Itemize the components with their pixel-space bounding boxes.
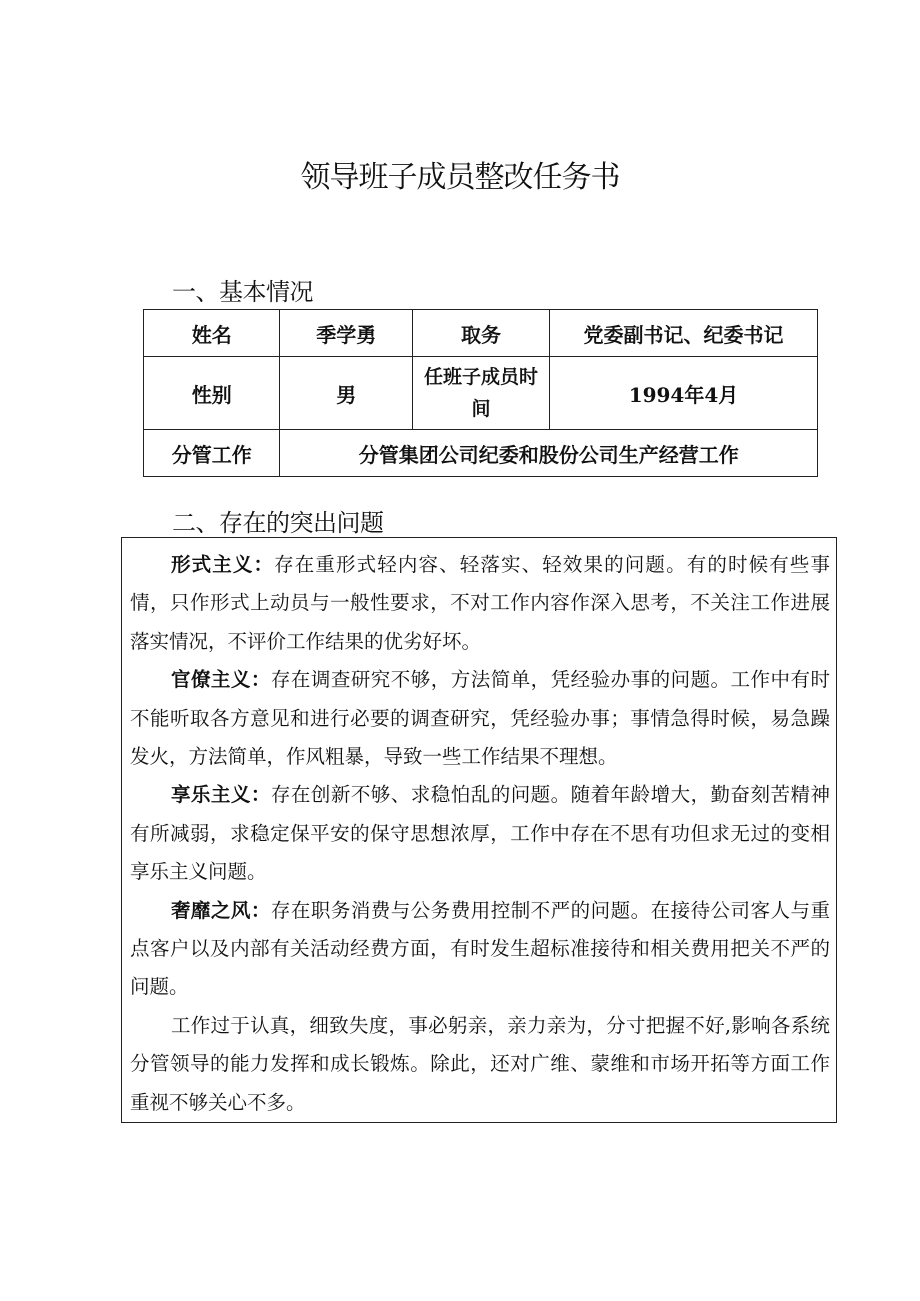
issue-text: 存在职务消费与公务费用控制不严的问题。在接待公司客人与重点客户以及内部有关活动经费方面，有时发生超标准接待和相关费用把关不严的问题。 [130, 898, 830, 999]
table-row [144, 310, 818, 357]
gender-label: 性别 [144, 357, 280, 430]
name-label: 姓名 [144, 310, 280, 357]
issue-paragraph [130, 1007, 830, 1122]
issue-text: 存在调查研究不够，方法简单，凭经验办事的问题。工作中有时不能听取各方意见和进行必要的调查研究，凭经验办事；事情急得时候，易急躁发火，方法简单，作风粗暴，导致一些工作结果不理想。 [130, 668, 830, 769]
duty-value: 分管集团公司纪委和股份公司生产经营工作 [280, 430, 818, 477]
issue-lead: 享乐主义： [170, 783, 271, 807]
basic-info-table [143, 309, 818, 477]
issue-lead: 官僚主义： [170, 668, 271, 692]
tenure-label-cell [412, 357, 549, 430]
issue-lead: 形式主义： [170, 553, 275, 576]
tenure-value: 1994年4月 [549, 357, 817, 430]
table-row [144, 430, 818, 477]
issue-paragraph [130, 546, 830, 661]
issue-paragraph [130, 776, 830, 891]
issue-paragraph [130, 661, 830, 776]
section-heading-basic-info: 一、基本情况 [172, 278, 313, 306]
issues-box [121, 537, 837, 1123]
name-value: 季学勇 [280, 310, 413, 357]
gender-value: 男 [280, 357, 413, 430]
section-heading-issues: 二、存在的突出问题 [172, 509, 384, 537]
issue-paragraph [130, 892, 830, 1007]
position-label: 取务 [412, 310, 549, 357]
duty-label: 分管工作 [144, 430, 280, 477]
tenure-label: 任班子成员时间 [423, 366, 538, 420]
issue-text: 存在重形式轻内容、轻落实、轻效果的问题。有的时候有些事情，只作形式上动员与一般性要求，不对工作内容作深入思考，不关注工作进展落实情况，不评价工作结果的优劣好坏。 [130, 553, 830, 653]
issue-text: 工作过于认真，细致失度，事必躬亲，亲力亲为，分寸把握不好,影响各系统分管领导的能力发挥和成长锻炼。除此，还对广维、蒙维和市场开拓等方面工作重视不够关心不多。 [130, 1013, 830, 1114]
table-row [144, 357, 818, 430]
issue-text: 存在创新不够、求稳怕乱的问题。随着年龄增大，勤奋刻苦精神有所减弱，求稳定保平安的保守思想浓厚，工作中存在不思有功但求无过的变相享乐主义问题。 [130, 783, 830, 884]
issue-lead: 奢靡之风： [170, 898, 271, 922]
document-title: 领导班子成员整改任务书 [300, 160, 620, 195]
position-value: 党委副书记、纪委书记 [549, 310, 817, 357]
